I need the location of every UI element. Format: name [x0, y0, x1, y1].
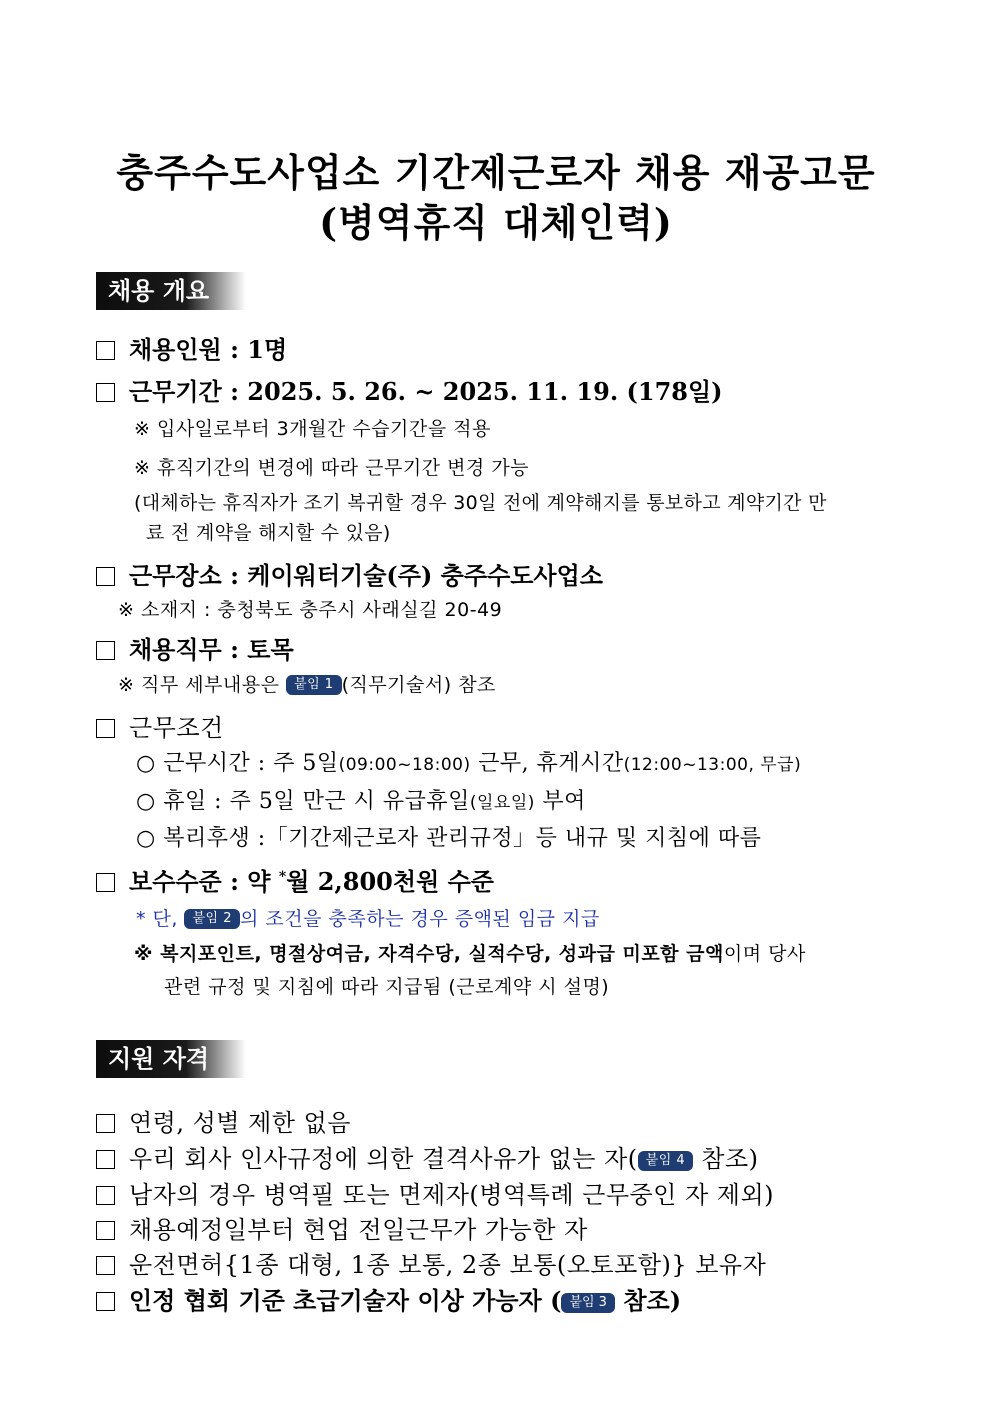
- attachment-badge-2: 붙임 2: [184, 909, 240, 929]
- condition-welfare: ○ 복리후생 :「기간제근로자 관리규정」등 내규 및 지침에 따름: [136, 826, 762, 851]
- checkbox-icon: [96, 641, 115, 660]
- qualification-fulltime: 채용예정일부터 현업 전일근무가 가능한 자: [96, 1210, 588, 1245]
- qualification-license: 운전면허{1종 대형, 1종 보통, 2종 보통(오토포함)} 보유자: [96, 1245, 766, 1280]
- location-note: ※ 소재지 : 충청북도 충주시 사래실길 20-49: [118, 599, 503, 621]
- attachment-badge-1: 붙임 1: [286, 675, 342, 695]
- headcount-item: 채용인원 : 1명: [96, 330, 287, 365]
- salary-note-exclusions: ※ 복지포인트, 명절상여금, 자격수당, 실적수당, 성과급 미포함 금액이며 당사: [134, 943, 806, 965]
- section-heading-qualifications: 지원 자격: [96, 1040, 246, 1078]
- checkbox-icon: [96, 1292, 115, 1311]
- condition-hours: ○ 근무시간 : 주 5일(09:00~18:00) 근무, 휴게시간(12:00~13:00, 무급): [136, 751, 802, 776]
- checkbox-icon: [96, 567, 115, 586]
- checkbox-icon: [96, 719, 115, 738]
- page-title: 충주수도사업소 기간제근로자 채용 재공고문: [116, 150, 876, 195]
- checkbox-icon: [96, 1150, 115, 1169]
- qualification-hr-rules: 우리 회사 인사규정에 의한 결격사유가 없는 자( 붙임 4 참조): [96, 1139, 759, 1174]
- job-item: 채용직무 : 토목: [96, 630, 294, 665]
- conditions-item: 근무조건: [96, 708, 224, 743]
- salary-note-regulations: 관련 규정 및 지침에 따라 지급됨 (근로계약 시 설명): [164, 976, 610, 998]
- qualification-military: 남자의 경우 병역필 또는 면제자(병역특례 근무중인 자 제외): [96, 1175, 774, 1210]
- qualification-technician: 인정 협회 기준 초급기술자 이상 가능자 ( 붙임 3 참조): [96, 1281, 681, 1316]
- period-note-termination-1: (대체하는 휴직자가 조기 복귀할 경우 30일 전에 계약해지를 통보하고 계약기간 만: [134, 492, 827, 514]
- attachment-badge-4: 붙임 4: [638, 1151, 694, 1171]
- checkbox-icon: [96, 1114, 115, 1133]
- qualification-age-gender: 연령, 성별 제한 없음: [96, 1103, 351, 1138]
- checkbox-icon: [96, 873, 115, 892]
- salary-note-increase: * 단, 붙임 2 의 조건을 충족하는 경우 증액된 임금 지급: [136, 908, 600, 930]
- job-note: ※ 직무 세부내용은 붙임 1 (직무기술서) 참조: [118, 674, 496, 696]
- salary-item: 보수수준 : 약 *월 2,800천원 수준: [96, 862, 494, 897]
- checkbox-icon: [96, 383, 115, 402]
- period-note-termination-2: 료 전 계약을 해지할 수 있음): [146, 522, 391, 544]
- checkbox-icon: [96, 1186, 115, 1205]
- attachment-badge-3: 붙임 3: [561, 1293, 615, 1313]
- period-note-change: ※ 휴직기간의 변경에 따라 근무기간 변경 가능: [134, 457, 530, 479]
- condition-holiday: ○ 휴일 : 주 5일 만근 시 유급휴일(일요일) 부여: [136, 789, 586, 814]
- location-item: 근무장소 : 케이워터기술(주) 충주수도사업소: [96, 556, 603, 591]
- checkbox-icon: [96, 1256, 115, 1275]
- period-item: 근무기간 : 2025. 5. 26. ~ 2025. 11. 19. (178일): [96, 372, 723, 407]
- section-heading-overview: 채용 개요: [96, 272, 246, 310]
- checkbox-icon: [96, 341, 115, 360]
- period-note-probation: ※ 입사일로부터 3개월간 수습기간을 적용: [134, 418, 491, 440]
- checkbox-icon: [96, 1221, 115, 1240]
- page-subtitle: (병역휴직 대체인력): [319, 200, 673, 245]
